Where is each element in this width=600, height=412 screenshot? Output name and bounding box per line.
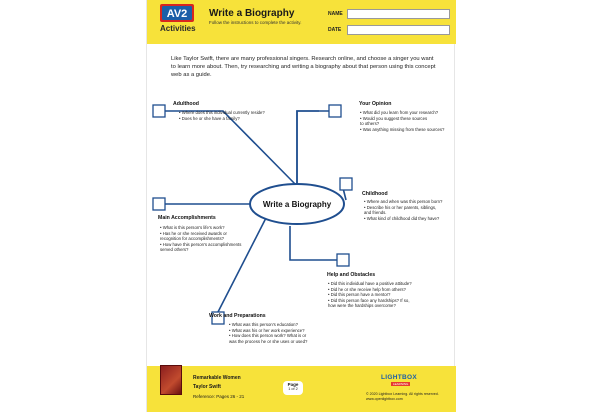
topic-opinion-title: Your Opinion: [359, 101, 392, 107]
topic-work-title: Work and Preparations: [209, 313, 266, 319]
footer-reference: Reference: Pages 26 - 21: [193, 394, 245, 399]
topic-obstacles-title: Help and Obstacles: [327, 272, 376, 278]
logo-subtext: Activities: [160, 24, 196, 33]
page-number: 1 of 2: [288, 387, 298, 391]
topic-accomplishments-title: Main Accomplishments: [158, 215, 216, 221]
lightbox-tag: LEARNING: [393, 382, 409, 386]
copyright-block: [366, 392, 439, 401]
connector-obstacles: [290, 226, 343, 260]
center-label: Write a Biography: [262, 200, 332, 209]
page-title: Write a Biography: [209, 8, 295, 19]
book-cover-image: [160, 365, 182, 395]
footer-book-title: Taylor Swift: [193, 384, 221, 390]
lightbox-logo: LIGHTBOX: [381, 374, 417, 381]
topic-adulthood-title: Adulthood: [173, 101, 199, 107]
footer-series: Remarkable Women: [193, 375, 241, 381]
intro-paragraph: Like Taylor Swift, there are many professional singers. Research online, and choose a singer you want to learn more about. Then, try researching and writing a biography about that person using this concept web as a guide.: [171, 56, 436, 78]
page-label: Page: [287, 382, 299, 387]
copyright-text: © 2020 Lightbox Learning. All rights reserved.: [366, 392, 439, 396]
topic-accomplishments-bullets: • What is this person's life's work? • Has he or she received awards or recognition for accomplishments? • How have this person's accomplishments served others?: [160, 225, 242, 252]
topic-childhood-bullets: • Where and when was this person born? • Describe his or her parents, siblings, and friends. • What kind of childhood did they have?: [364, 199, 443, 221]
checkbox-obstacles: [337, 254, 349, 266]
name-label: NAME: [328, 11, 343, 17]
topic-childhood-title: Childhood: [362, 191, 388, 197]
topic-adulthood-bullets: • Where does this individual currently reside? • Does he or she have a family?: [179, 110, 265, 121]
checkbox-opinion: [329, 105, 341, 117]
connector-opinion-stub: [297, 111, 337, 186]
concept-web: [147, 0, 456, 366]
connector-adulthood: [159, 111, 297, 186]
checkbox-childhood: [340, 178, 352, 190]
topic-opinion-bullets: • What did you learn from your research? • Would you suggest these sources to others? • Was anything missing from these sources?: [360, 110, 445, 132]
svg-text:AV2: AV2: [166, 8, 188, 20]
topic-obstacles-bullets: • Did this individual have a positive attitude? • Did he or she receive help from others? • Did this person have a mentor? • Did this person face any hardships? If so, how were the hardships overcome?: [328, 281, 412, 308]
page-indicator: [283, 381, 303, 395]
checkbox-adulthood: [153, 105, 165, 117]
worksheet-page: [146, 0, 455, 412]
checkbox-accomplishments: [153, 198, 165, 210]
website-url[interactable]: www.openlightbox.com: [366, 396, 403, 401]
connector-opinion: [297, 111, 319, 186]
date-label: DATE: [328, 27, 342, 33]
page-subtitle: Follow the instructions to complete the activity.: [209, 20, 302, 25]
topic-work-bullets: • What was this person's education? • What was his or her work experience? • How does this person work? What is or was the process he or she uses or used?: [229, 322, 308, 344]
